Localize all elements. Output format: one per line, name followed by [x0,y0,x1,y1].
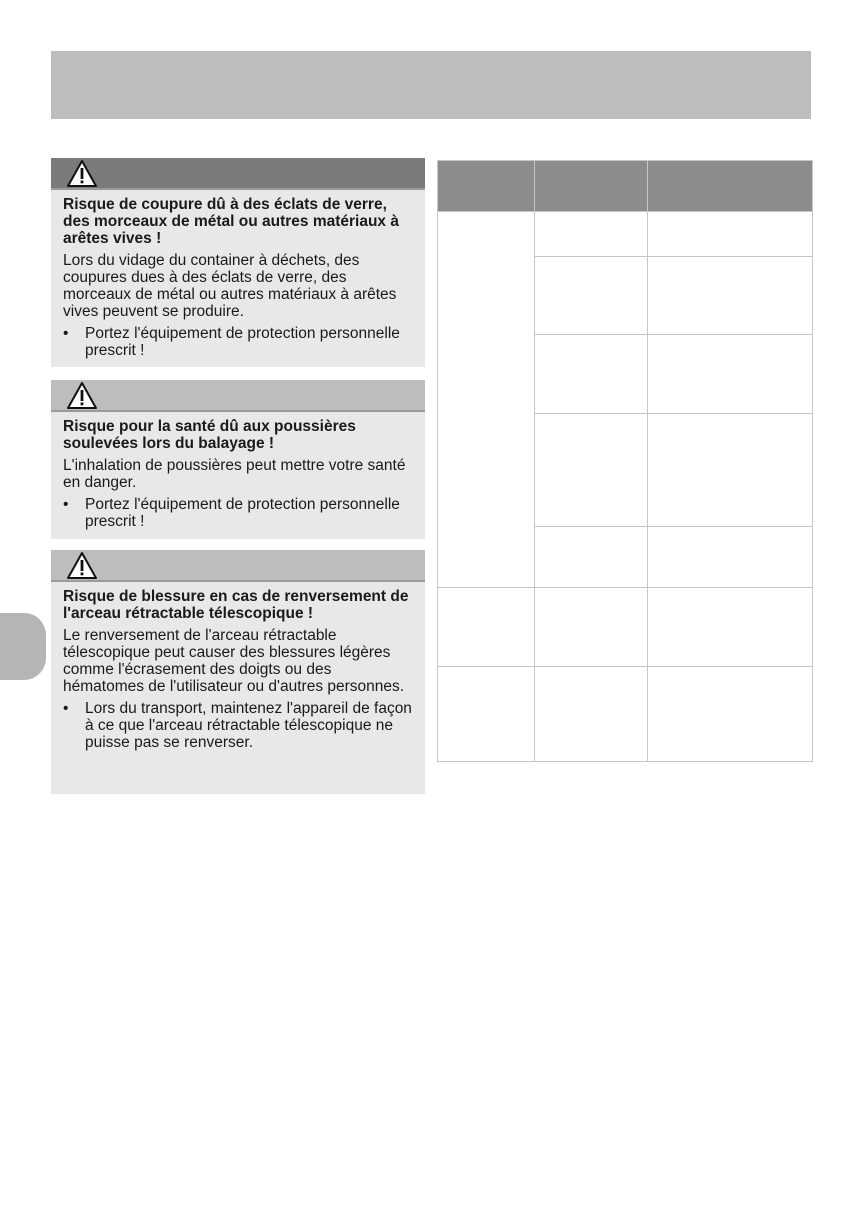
table-header-cell [648,161,813,212]
chapter-tab [0,613,46,680]
warning-box-dust-risk [51,380,425,539]
table-row [438,667,813,762]
table-cell [535,335,648,414]
troubleshooting-table [437,160,813,762]
table-cell [648,588,813,667]
warning-bullet: • Portez l'équipement de protection personnelle prescrit ! [63,496,413,530]
warning-header [51,550,425,582]
table-cell [648,335,813,414]
warning-text: Lors du vidage du container à déchets, des coupures dues à des éclats de verre, des morceaux de métal ou autres matériaux à arêtes vives peuvent se produire. [63,252,397,320]
warning-header [51,380,425,412]
table-cell [535,527,648,588]
warning-bullet: • Portez l'équipement de protection personnelle prescrit ! [63,325,413,359]
table-row [438,212,813,257]
table-cell [438,588,535,667]
table-cell [535,257,648,335]
table-header-cell [535,161,648,212]
table-cell [648,527,813,588]
table-cell [535,667,648,762]
warning-triangle-icon [66,159,98,188]
table-cell [438,667,535,762]
table-cell [648,414,813,527]
warning-bullet: • Lors du transport, maintenez l'appareil de façon à ce que l'arceau rétractable télescopique ne puisse pas se renverser. [63,700,413,751]
warning-box-cut-risk [51,158,425,367]
table-cell [648,257,813,335]
page-header-bar [51,51,811,119]
warning-title: Risque de coupure dû à des éclats de verre, des morceaux de métal ou autres matériaux à arêtes vives ! [63,196,399,247]
warning-triangle-icon [66,551,98,580]
warning-triangle-icon [66,381,98,410]
table-header-cell [438,161,535,212]
warning-text: Le renversement de l'arceau rétractable télescopique peut causer des blessures légères comme l'écrasement des doigts ou des hématomes de l'utilisateur ou d'autres personnes. [63,627,405,695]
table-cell [535,414,648,527]
warning-header [51,158,425,190]
table-cell [648,212,813,257]
table-cell [535,588,648,667]
table-cell [535,212,648,257]
warning-box-tipping-risk [51,550,425,794]
table-header-row [438,161,813,212]
warning-title: Risque de blessure en cas de renversement de l'arceau rétractable télescopique ! [63,588,409,622]
warning-title: Risque pour la santé dû aux poussières soulevées lors du balayage ! [63,418,356,452]
table-cell [438,212,535,588]
warning-text: L'inhalation de poussières peut mettre votre santé en danger. [63,457,406,491]
table-cell [648,667,813,762]
table-row [438,588,813,667]
